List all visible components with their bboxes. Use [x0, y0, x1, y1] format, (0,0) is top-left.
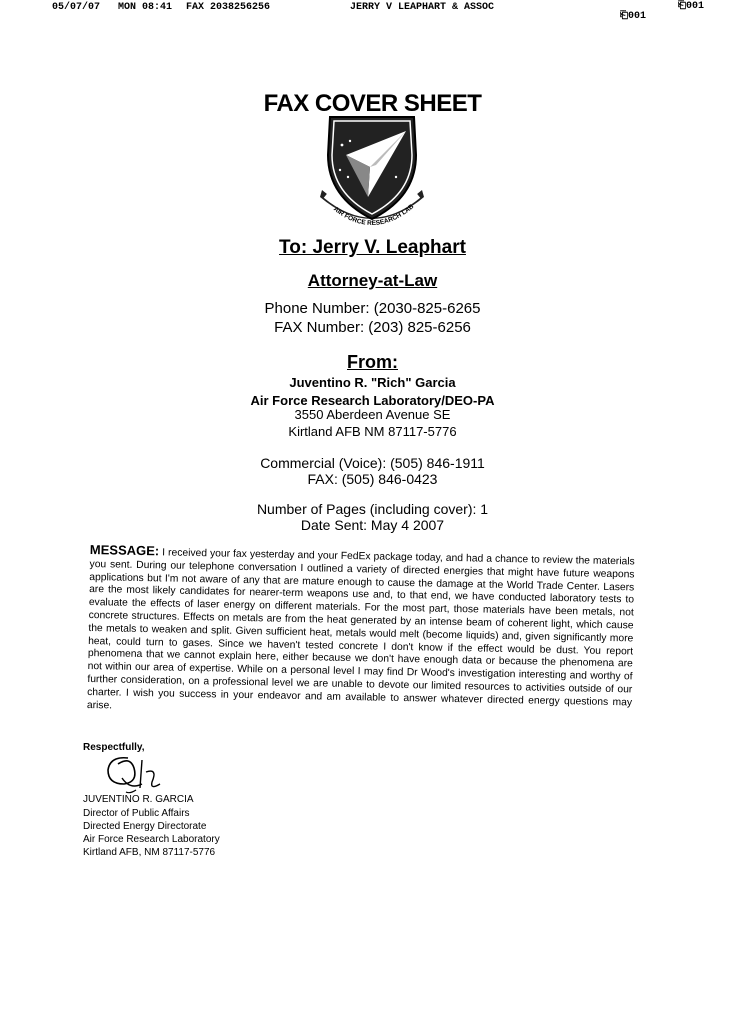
fax-page-glyph-icon-2: ⎗ — [678, 1, 686, 12]
signature-title: Director of Public Affairs — [83, 808, 190, 819]
sender-organization: Air Force Research Laboratory/DEO-PA — [250, 393, 495, 408]
date-sent: Date Sent: May 4 2007 — [300, 517, 445, 533]
fax-page-glyph-icon: ⎗ — [620, 11, 628, 22]
signature-directorate: Directed Energy Directorate — [83, 821, 207, 832]
fax-header-date: 05/07/07 — [52, 2, 101, 13]
from-heading: From: — [347, 352, 398, 372]
to-line: To: Jerry V. Leaphart — [279, 237, 466, 258]
sender-commercial-voice: Commercial (Voice): (505) 846-1911 — [260, 455, 485, 471]
message-body: I received your fax yesterday and your FedEx package today, and had a chance to review the materials you sent. During our telephone conversation I outlined a variety of directed energies that might have future weapons applications but I'm not aware of any that are mature enough to cause the damage at the World Trade Center. Lasers are the most likely candidates for nearer-term weapons use and, to that end, we have conducted laboratory tests to evaluate the effects of laser energy on different materials. For the most part, those materials have been metals, not concrete structures. Effects on metals are from the heat generated by an intense beam of coherent light, which cause the metals to weaken and split. Given sufficient heat, metals would melt (become liquids) and, given significantly more heat, could turn to gases. Since we haven't tested concrete I don't know if the effect would be dust. You report phenomena that we cannot explain here, either because we don't have enough data or because the phenomena are not within our area of expertise. While on a personal level I may find Dr Wood's investigation interesting and worthy of further consideration, on a professional level we are unable to devote our limited resources to activities outside of our charter. I wish you success in your endeavor and am available to answer whatever directed energy questions may arise. — [86, 547, 635, 712]
closing: Respectfully, — [83, 742, 145, 753]
sender-address-line-2: Kirtland AFB NM 87117-5776 — [288, 424, 457, 439]
air-force-research-laboratory-shield-icon — [312, 115, 432, 237]
message-block — [87, 544, 635, 723]
page-title: FAX COVER SHEET — [263, 90, 482, 117]
recipient-title: Attorney-at-Law — [307, 271, 438, 290]
fax-header-company: JERRY V LEAPHART & ASSOC — [350, 2, 495, 13]
fax-header-page-marker: ⎗001 — [620, 11, 647, 22]
message-label: MESSAGE: — [89, 542, 160, 559]
sender-address-line-1: 3550 Aberdeen Avenue SE — [294, 407, 451, 422]
fax-header-number: FAX 2038256256 — [186, 2, 271, 13]
logo-ring-text: AIR FORCE RESEARCH LAB — [331, 203, 416, 228]
signature-name: JUVENTINO R. GARCIA — [83, 794, 194, 805]
recipient-phone: Phone Number: (2030-825-6265 — [264, 300, 481, 317]
fax-header-page-marker-2: ⎗001 — [678, 1, 705, 12]
sender-fax: FAX: (505) 846-0423 — [307, 471, 438, 487]
number-of-pages: Number of Pages (including cover): 1 — [256, 501, 489, 517]
signature-lab: Air Force Research Laboratory — [83, 834, 220, 845]
fax-header-time: MON 08:41 — [118, 2, 173, 13]
signature-location: Kirtland AFB, NM 87117-5776 — [83, 847, 216, 858]
recipient-fax: FAX Number: (203) 825-6256 — [274, 319, 471, 336]
handwritten-signature-icon — [100, 750, 170, 800]
sender-name: Juventino R. "Rich" Garcia — [289, 375, 456, 390]
